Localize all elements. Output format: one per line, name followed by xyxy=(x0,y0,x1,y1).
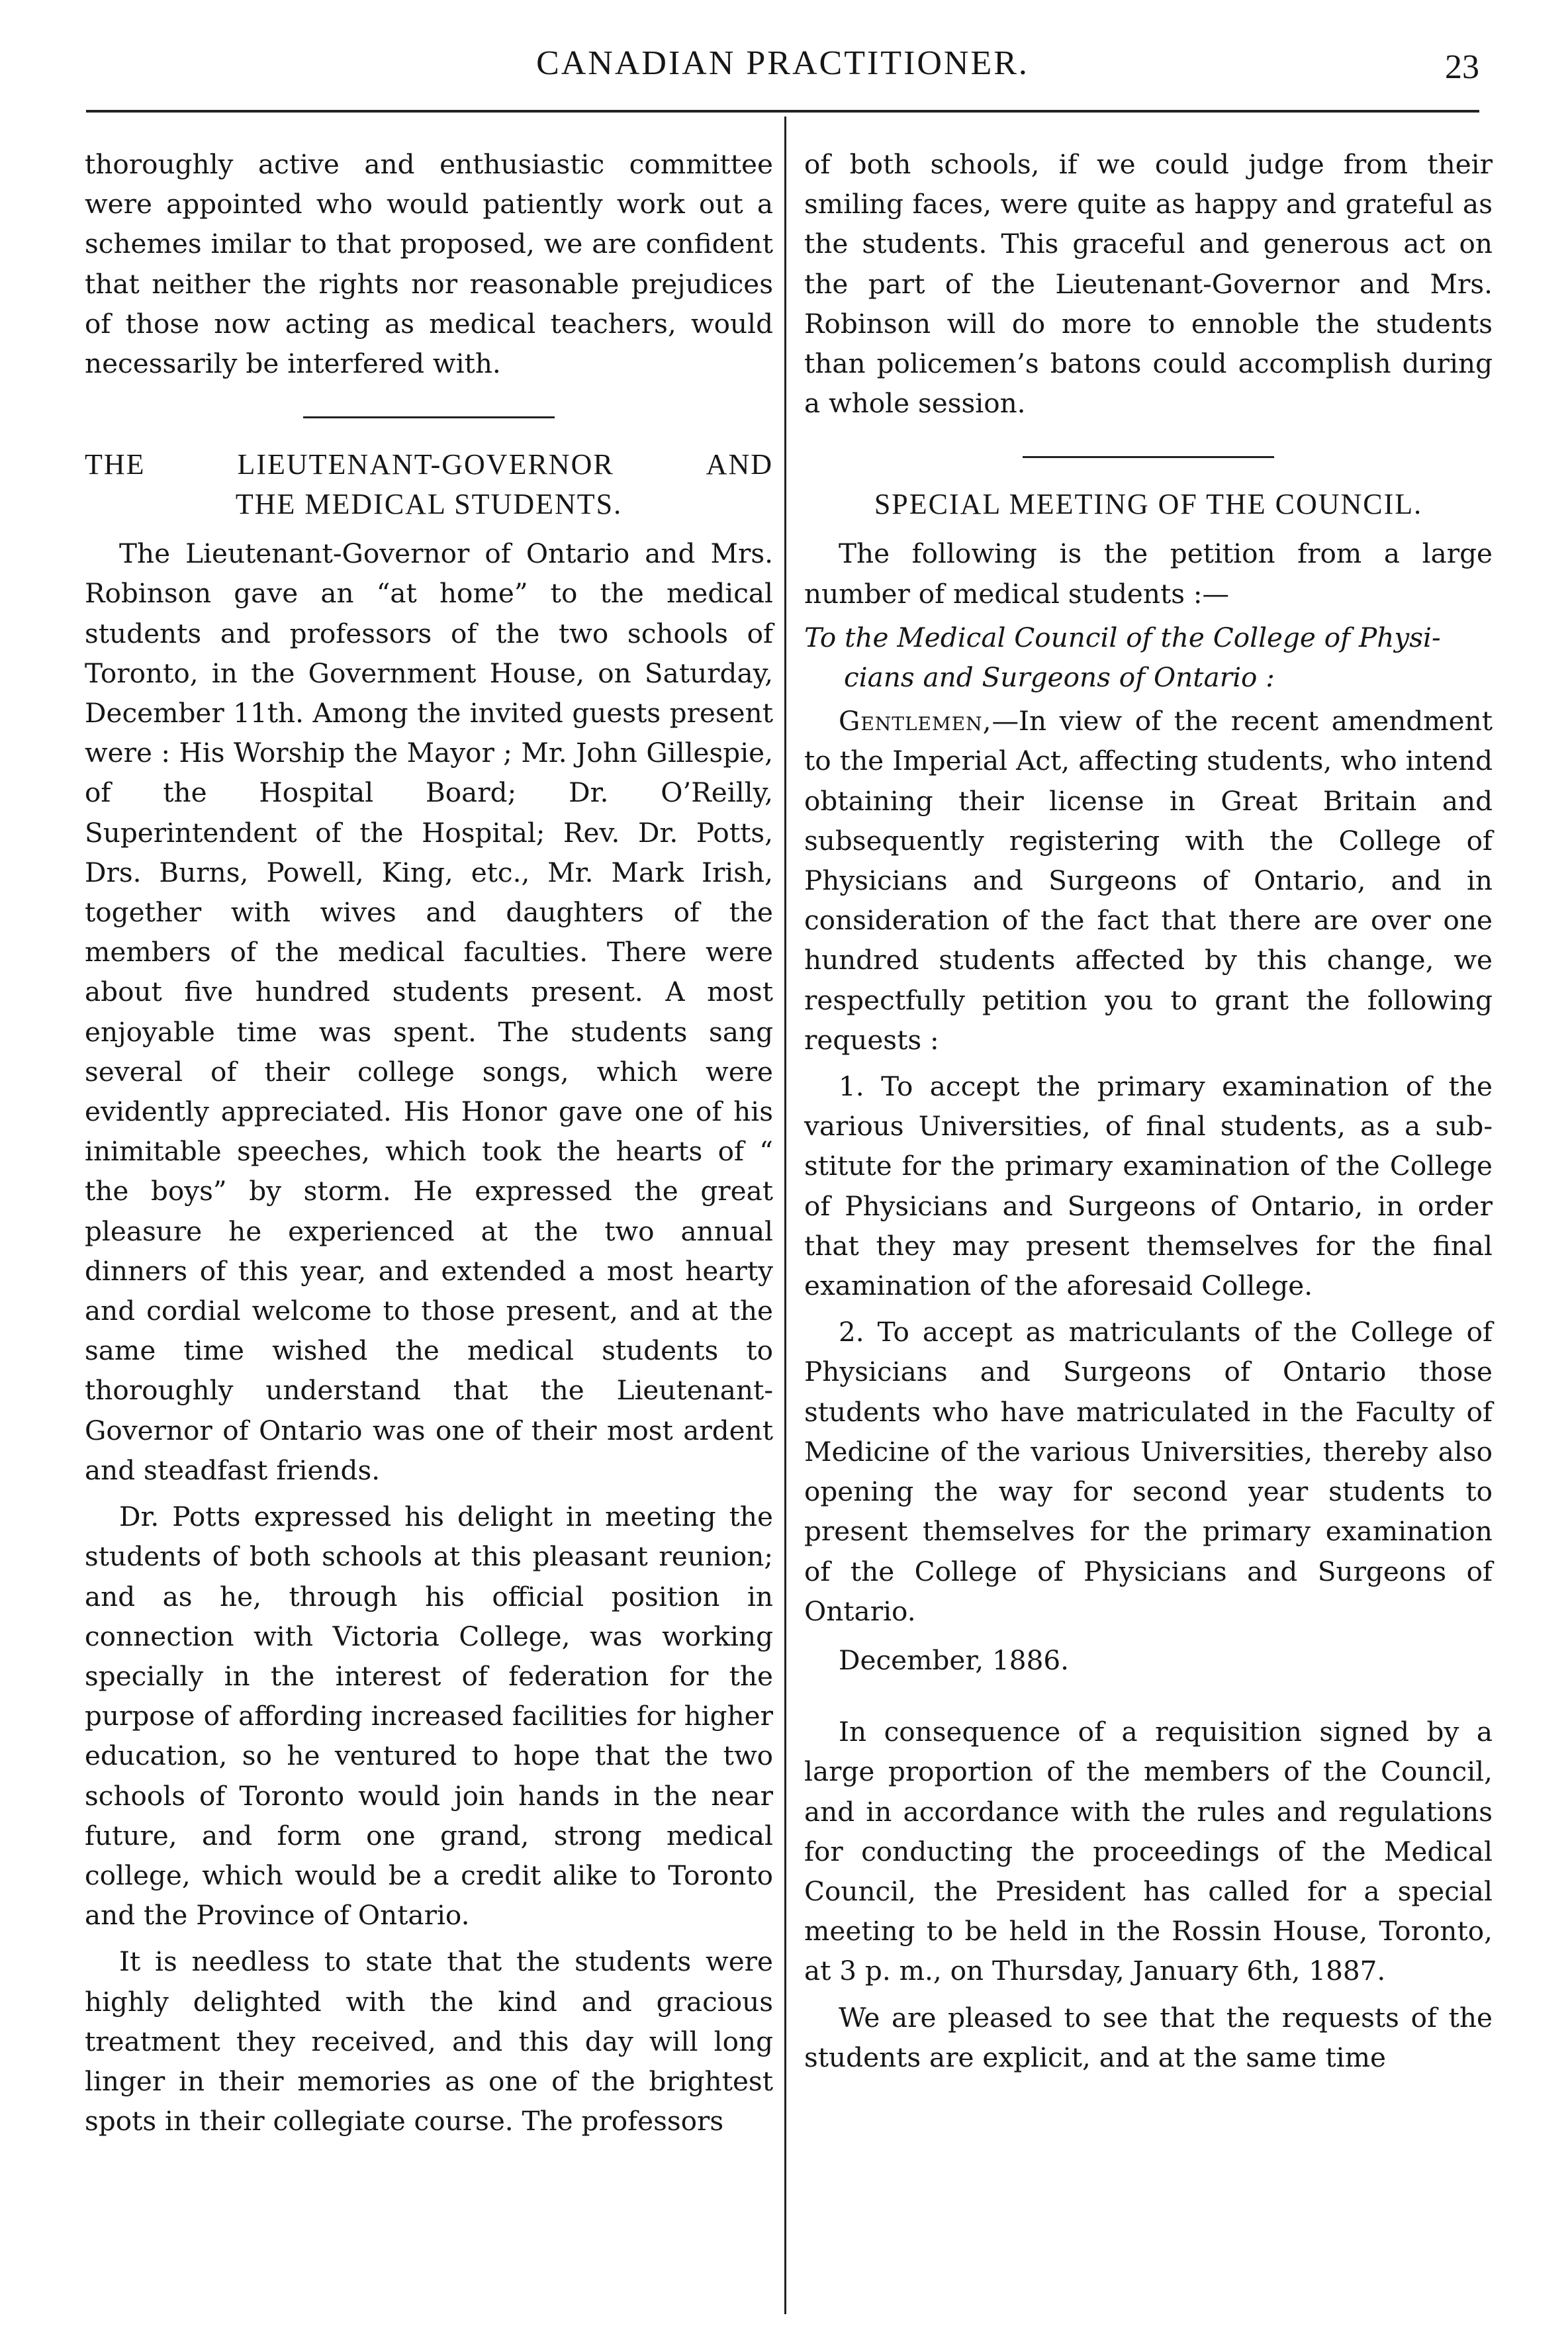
section-divider xyxy=(303,416,555,418)
address-line-2: cians and Surgeons of Ontario : xyxy=(844,661,1275,694)
continued-paragraph: of both schools, if we could judge from their smiling faces, were quite as happy and grateful as the students. This graceful and generous act on the part of the Lieutenant-Governor and Mrs. Robinson will do more to ennoble the students than policemen’s batons could accomplish during a whole session. xyxy=(804,148,1493,420)
article-paragraph: Dr. Potts expressed his delight in meeting the students of both schools at this pleasant reunion; and as he, through his official position in connection with Victoria College, was working specially in the interest of federation for the purpose of affording increased facilities for higher education, so he ventured to hope that the two schools of Toronto would join hands in the near future, and form one grand, strong medical college, which would be a credit alike to Toronto and the Province of Ontario. xyxy=(85,1501,773,1932)
petition-body-text: —In view of the recent amendment to the Imperial Act, affecting students, who intend obtaining their license in Great Britain and subsequently registering with the College of Physicians and Surgeons of Ontario, and in consideration of the fact that there are over one hundred students affected by this change, we respectfully petition you to grant the following requests : xyxy=(804,705,1493,1056)
article-heading xyxy=(85,445,773,485)
article-paragraph: The Lieutenant-Governor of Ontario and Mrs. Robinson gave an “at home” to the medical students and professors of the two schools of Toronto, in the Government House, on Saturday, December 11th. Among the invited guests present were : His Worship the Mayor ; Mr. John Gillespie, of the Hospital Board; Dr. O’Reilly, Superintendent of the Hospital; Rev. Dr. Potts, Drs. Burns, Powell, King, etc., Mr. Mark Irish, together with wives and daughters of the members of the medical faculties. There were about five hundred students present. A most enjoyable time was spent. The students sang several of their college songs, which were evidently appreciated. His Honor gave one of his inimitable speeches, which took the hearts of “ the boys” by storm. He expressed the great pleasure he experienced at the two annual dinners of this year, and extended a most hearty and cordial welcome to those present, and at the same time wished the medical students to thoroughly understand that the Lieutenant-Governor of Ontario was one of their most ardent and steadfast friends. xyxy=(85,538,773,1486)
petition-address xyxy=(804,618,1493,697)
address-line-1: To the Medical Council of the College of Physi- xyxy=(804,621,1441,653)
article-heading: SPECIAL MEETING OF THE COUNCIL. xyxy=(874,488,1423,521)
article-paragraph: In consequence of a requisition signed by a large proportion of the members of the Council, and in accordance with the rules and regulations for conducting the proceedings of the Medical Council, the President has called for a special meeting to be held in the Rossin House, Toronto, at 3 p. m., on Thursday, January 6th, 1887. xyxy=(804,1716,1493,1987)
page-number: 23 xyxy=(1445,48,1479,86)
heading-word-and: AND xyxy=(706,448,773,481)
journal-title: CANADIAN PRACTITIONER. xyxy=(536,44,1029,82)
running-head xyxy=(86,44,1479,97)
petition-request: 1. To accept the primary examination of the various Universities, of final students, as a substitute for the primary examination of the College of Physicians and Surgeons of Ontario, in order that they may present themselves for the final examination of the aforesaid College. xyxy=(804,1070,1493,1302)
left-column xyxy=(85,144,773,2141)
column-divider xyxy=(784,117,786,2314)
continued-paragraph: thoroughly active and enthusiastic committee were appointed who would patiently work out a schemes imilar to that proposed, we are confident that neither the rights nor reasonable prejudices of those now acting as medical teachers, would necessarily be interfered with. xyxy=(85,148,773,380)
heading-word-lieutenant-governor: LIEUTENANT-GOVERNOR xyxy=(237,448,614,481)
petition-request: 2. To accept as matriculants of the College of Physicians and Surgeons of Ontario those students who have matriculated in the Faculty of Medicine of the various Universities, thereby also opening the way for second year students to present themselves for the primary examination of the College of Physicians and Surgeons of Ontario. xyxy=(804,1316,1493,1627)
heading-word-the: THE xyxy=(85,448,146,481)
article-paragraph: It is needless to state that the students were highly delighted with the kind and gracious treatment they received, and this day will long linger in their memories as one of the brightest spots in their collegiate course. The professors xyxy=(85,1945,773,2137)
petition-intro: The following is the petition from a large number of medical students :— xyxy=(804,538,1493,610)
right-column xyxy=(804,144,1493,2077)
section-divider xyxy=(1023,456,1274,458)
salutation: Gentlemen, xyxy=(839,705,992,737)
article-heading-line-2: THE MEDICAL STUDENTS. xyxy=(235,488,623,521)
header-rule xyxy=(86,110,1479,113)
article-paragraph: We are pleased to see that the requests of the students are explicit, and at the same time xyxy=(804,2001,1493,2073)
petition-date: December, 1886. xyxy=(839,1644,1069,1676)
petition-body xyxy=(804,701,1493,1060)
